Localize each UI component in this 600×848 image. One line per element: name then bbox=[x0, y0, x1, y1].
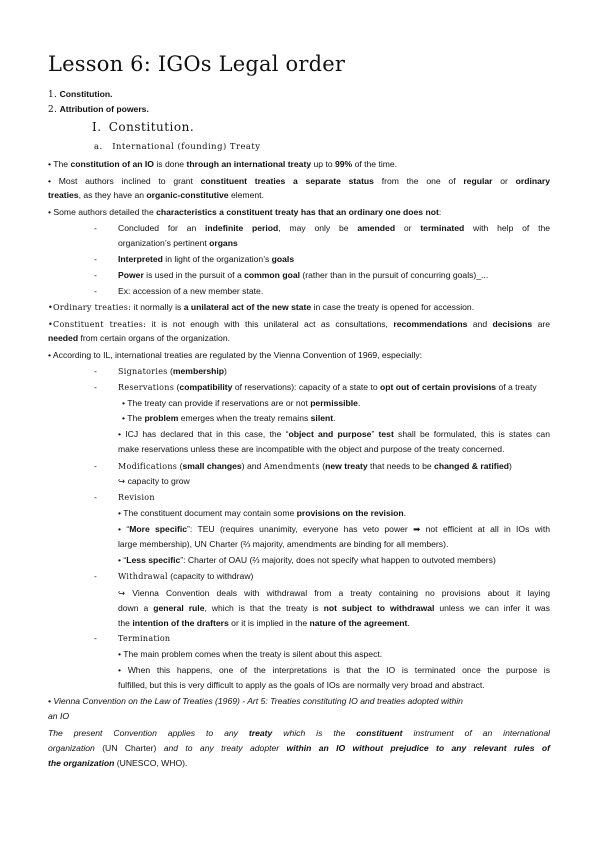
subsection-heading: a. International (founding) Treaty bbox=[94, 141, 261, 151]
page-title: Lesson 6: IGOs Legal order bbox=[48, 52, 346, 76]
reservations-point-2: • The problem emerges when the treaty remains silent. bbox=[122, 413, 336, 423]
list-dash: - bbox=[94, 366, 97, 376]
list-item-4: Ex: accession of a new member state. bbox=[118, 286, 264, 296]
vienna-quote-title-line-2: an IO bbox=[48, 711, 70, 721]
item-modifications: Modifications (small changes) and Amendments (new treaty that needs to be changed & ratified) bbox=[118, 461, 512, 471]
reservations-point-3-line-2: make reservations unless these are incompatible with the object and purpose of the treaty concerned. bbox=[118, 444, 505, 454]
vienna-quote-line-2: organization (UN Charter) and to any treaty adopter within an IO without prejudice to any relevant rules of bbox=[48, 743, 550, 753]
reservations-point-3-line-1: • ICJ has declared that in this case, the “object and purpose” test shall be formulated, this is states can bbox=[118, 429, 550, 439]
paragraph-3: • Some authors detailed the characteristics a constituent treaty has that an ordinary one does not: bbox=[48, 207, 442, 217]
reservations-point-1: • The treaty can provide if reservations are or not permissible. bbox=[122, 398, 361, 408]
revision-point-1: • The constituent document may contain some provisions on the revision. bbox=[118, 508, 406, 518]
withdrawal-line-1: ↪ Vienna Convention deals with withdrawal from a treaty containing no provisions about it laying bbox=[118, 588, 550, 598]
termination-point-1: • The main problem comes when the treaty is silent about this aspect. bbox=[118, 649, 383, 659]
toc-item-2: 2. Attribution of powers. bbox=[48, 104, 149, 115]
list-item-1-line-1: Concluded for an indefinite period, may only be amended or terminated with help of the bbox=[118, 223, 551, 233]
paragraph-2-line-2: treaties, as they have an organic-constitutive element. bbox=[48, 190, 264, 200]
section-heading: I. Constitution. bbox=[92, 120, 195, 134]
revision-point-2-line-1: • “More specific”: TEU (requires unanimity, everyone has veto power ➡ not efficient at all in IOs with bbox=[118, 524, 550, 534]
list-dash: - bbox=[94, 461, 97, 471]
list-item-3: Power is used in the pursuit of a common goal (rather than in the pursuit of concurring goals)_... bbox=[118, 270, 489, 280]
list-dash: - bbox=[94, 286, 97, 296]
list-item-2: Interpreted in light of the organization’s goals bbox=[118, 254, 295, 264]
modifications-note: ↪ capacity to grow bbox=[118, 476, 190, 486]
revision-point-3: • “Less specific”: Charter of OAU (⅔ majority, does not specify what happen to outvoted members) bbox=[118, 555, 496, 565]
paragraph-ordinary-treaties: •Ordinary treaties: it normally is a unilateral act of the new state in case the treaty is opened for accession. bbox=[48, 302, 475, 312]
toc-item-1: 1. Constitution. bbox=[48, 89, 113, 100]
vienna-quote-line-1: The present Convention applies to any treaty which is the constituent instrument of an international bbox=[48, 728, 551, 738]
item-withdrawal: Withdrawal (capacity to withdraw) bbox=[118, 571, 254, 581]
withdrawal-line-3: the intention of the drafters or it is implied in the nature of the agreement. bbox=[118, 618, 410, 628]
paragraph-vienna: • According to IL, international treaties are regulated by the Vienna Convention of 1969, especially: bbox=[48, 350, 423, 360]
paragraph-2-line-1: • Most authors inclined to grant constituent treaties a separate status from the one of regular or ordinary bbox=[48, 176, 550, 186]
vienna-quote-line-3: the organization (UNESCO, WHO). bbox=[48, 758, 188, 768]
list-dash: - bbox=[94, 382, 97, 392]
list-dash: - bbox=[94, 633, 97, 643]
item-signatories: Signatories (membership) bbox=[118, 366, 227, 376]
list-dash: - bbox=[94, 254, 97, 264]
list-dash: - bbox=[94, 492, 97, 502]
vienna-quote-title-line-1: • Vienna Convention on the Law of Treaties (1969) - Art 5: Treaties constituting IO and treaties adopted within bbox=[48, 696, 463, 706]
list-item-1-line-2: organization’s pertinent organs bbox=[118, 238, 238, 248]
item-revision: Revision bbox=[118, 493, 155, 502]
paragraph-constituent-treaties-line-1: •Constituent treaties: it is not enough with this unilateral act as consultations, recommendations and decisions are bbox=[48, 319, 550, 329]
termination-point-2-line-1: • When this happens, one of the interpretations is that the IO is terminated once the purpose is bbox=[118, 665, 550, 675]
paragraph-constituent-treaties-line-2: needed from certain organs of the organization. bbox=[48, 333, 230, 343]
list-dash: - bbox=[94, 223, 97, 233]
termination-point-2-line-2: fulfilled, but this is very difficult to apply as the goals of IOs are normally very broad and abstract. bbox=[118, 680, 485, 690]
list-dash: - bbox=[94, 571, 97, 581]
item-reservations: Reservations (compatibility of reservations): capacity of a state to opt out of certain provisions of a treaty bbox=[118, 382, 537, 392]
paragraph-1: • The constitution of an IO is done through an international treaty up to 99% of the time. bbox=[48, 159, 398, 169]
withdrawal-line-2: down a general rule, which is that the treaty is not subject to withdrawal unless we can infer it was bbox=[118, 603, 550, 613]
item-termination: Termination bbox=[118, 634, 171, 643]
revision-point-2-line-2: large membership), UN Charter (⅔ majority, amendments are binding for all members). bbox=[118, 539, 449, 549]
list-dash: - bbox=[94, 270, 97, 280]
